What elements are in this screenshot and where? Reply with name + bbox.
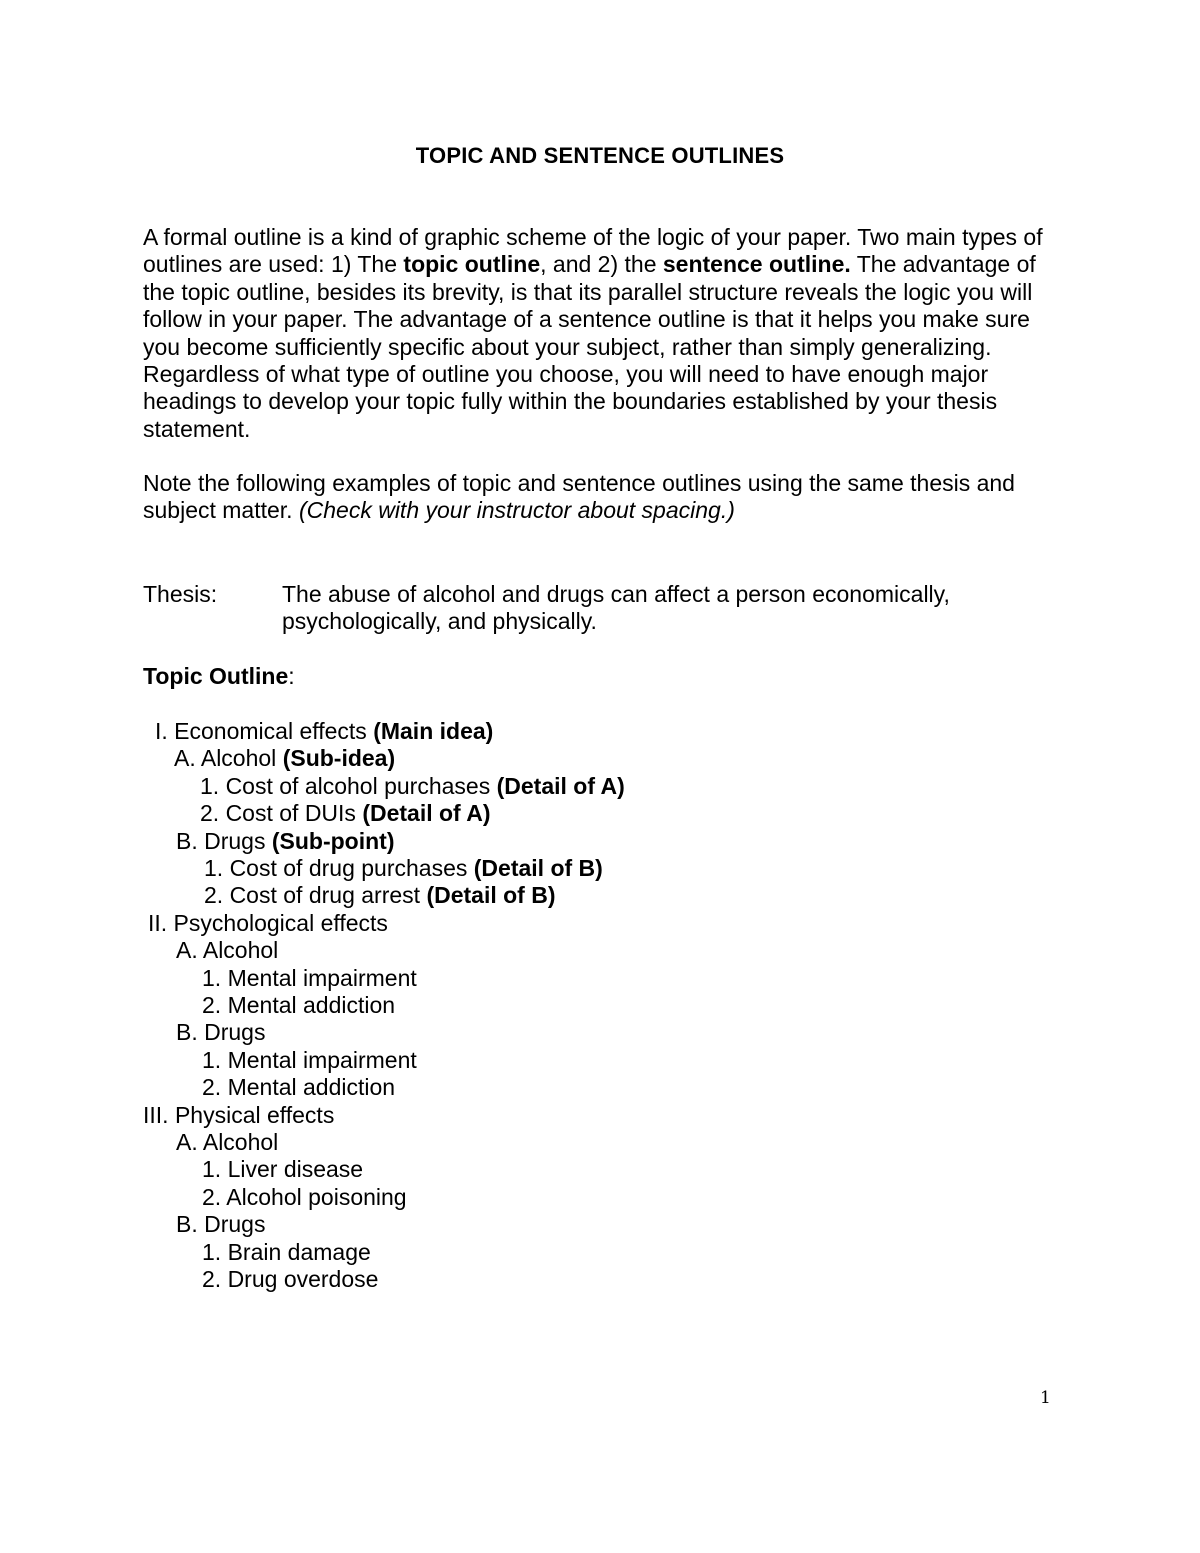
outline-item-note: (Sub-point): [271, 828, 395, 854]
outline-item-level-3: 1. Mental impairment: [202, 965, 417, 991]
topic-outline-heading-text: Topic Outline: [143, 663, 289, 689]
outline-item-level-2: B. Drugs: [176, 1211, 266, 1237]
outline-item-text: 2. Cost of DUIs: [200, 800, 363, 826]
outline-item-note: (Main idea): [373, 718, 494, 744]
note-text: Note the following examples of topic and sentence outlines using the same thesis and subject matter.: [143, 470, 1015, 524]
outline-item-note: (Detail of A): [362, 800, 491, 826]
outline-item-level-1: [155, 718, 493, 745]
outline-item-text: 1. Cost of alcohol purchases: [200, 773, 497, 799]
intro-paragraph: [143, 224, 1063, 443]
thesis-label: Thesis:: [143, 581, 218, 607]
outline-item-level-3: [204, 855, 603, 882]
outline-item-level-3: [200, 773, 625, 800]
outline-item-level-2: [176, 828, 395, 855]
outline-item-level-2: [174, 745, 395, 772]
outline-item-level-2: A. Alcohol: [176, 937, 279, 963]
sentence-outline-term: sentence outline.: [662, 251, 851, 278]
outline-item-note: (Detail of B): [426, 882, 556, 908]
outline-item-note: (Detail of B): [473, 855, 603, 881]
outline-item-level-3: 2. Drug overdose: [202, 1266, 379, 1292]
intro-text-1: A formal outline is a kind of graphic scheme of the logic of your paper. Two main types of outlines are used: 1) The: [143, 224, 1043, 278]
intro-text-3: The advantage of the topic outline, besides its brevity, is that its parallel structure reveals the logic you will follow in your paper. The advantage of a sentence outline is that it helps you make sure you become sufficiently specific about your subject, rather than simply generalizing. Regardless of what type of outline you choose, you will need to have enough major headings to develop your topic fully within the boundaries established by your thesis statement.: [143, 251, 1036, 442]
outline-item-level-1: II. Psychological effects: [148, 910, 388, 936]
outline-item-note: (Sub-idea): [282, 745, 396, 771]
topic-outline-heading: [143, 663, 295, 690]
outline-item-level-3: 2. Mental addiction: [202, 1074, 396, 1100]
outline-item-text: 2. Cost of drug arrest: [204, 882, 427, 908]
outline-item-text: I. Economical effects: [155, 718, 374, 744]
topic-outline-term: topic outline: [403, 251, 541, 278]
outline-item-level-3: 2. Mental addiction: [202, 992, 396, 1018]
outline-item-level-3: 1. Brain damage: [202, 1239, 371, 1265]
outline-item-level-3: [200, 800, 491, 827]
outline-item-text: B. Drugs: [176, 828, 272, 854]
outline-item-level-3: 2. Alcohol poisoning: [202, 1184, 407, 1210]
outline-item-level-3: 1. Liver disease: [202, 1156, 364, 1182]
intro-text-2: , and 2) the: [540, 251, 663, 278]
outline-item-text: A. Alcohol: [174, 745, 283, 771]
page-title: TOPIC AND SENTENCE OUTLINES: [415, 143, 785, 168]
note-paragraph: [143, 470, 1063, 525]
topic-outline-heading-colon: :: [288, 663, 295, 689]
outline-item-level-3: 1. Mental impairment: [202, 1047, 417, 1073]
outline-item-note: (Detail of A): [496, 773, 625, 799]
note-italic: (Check with your instructor about spacing.): [298, 497, 735, 524]
outline-item-level-2: B. Drugs: [176, 1019, 266, 1045]
page-number: 1: [1040, 1388, 1051, 1408]
thesis-text: The abuse of alcohol and drugs can affect a person economically, psychologically, and physically.: [282, 581, 950, 635]
outline-item-text: 1. Cost of drug purchases: [204, 855, 474, 881]
outline-item-level-2: A. Alcohol: [176, 1129, 279, 1155]
outline-item-level-1: III. Physical effects: [143, 1102, 335, 1128]
outline-item-level-3: [204, 882, 556, 909]
